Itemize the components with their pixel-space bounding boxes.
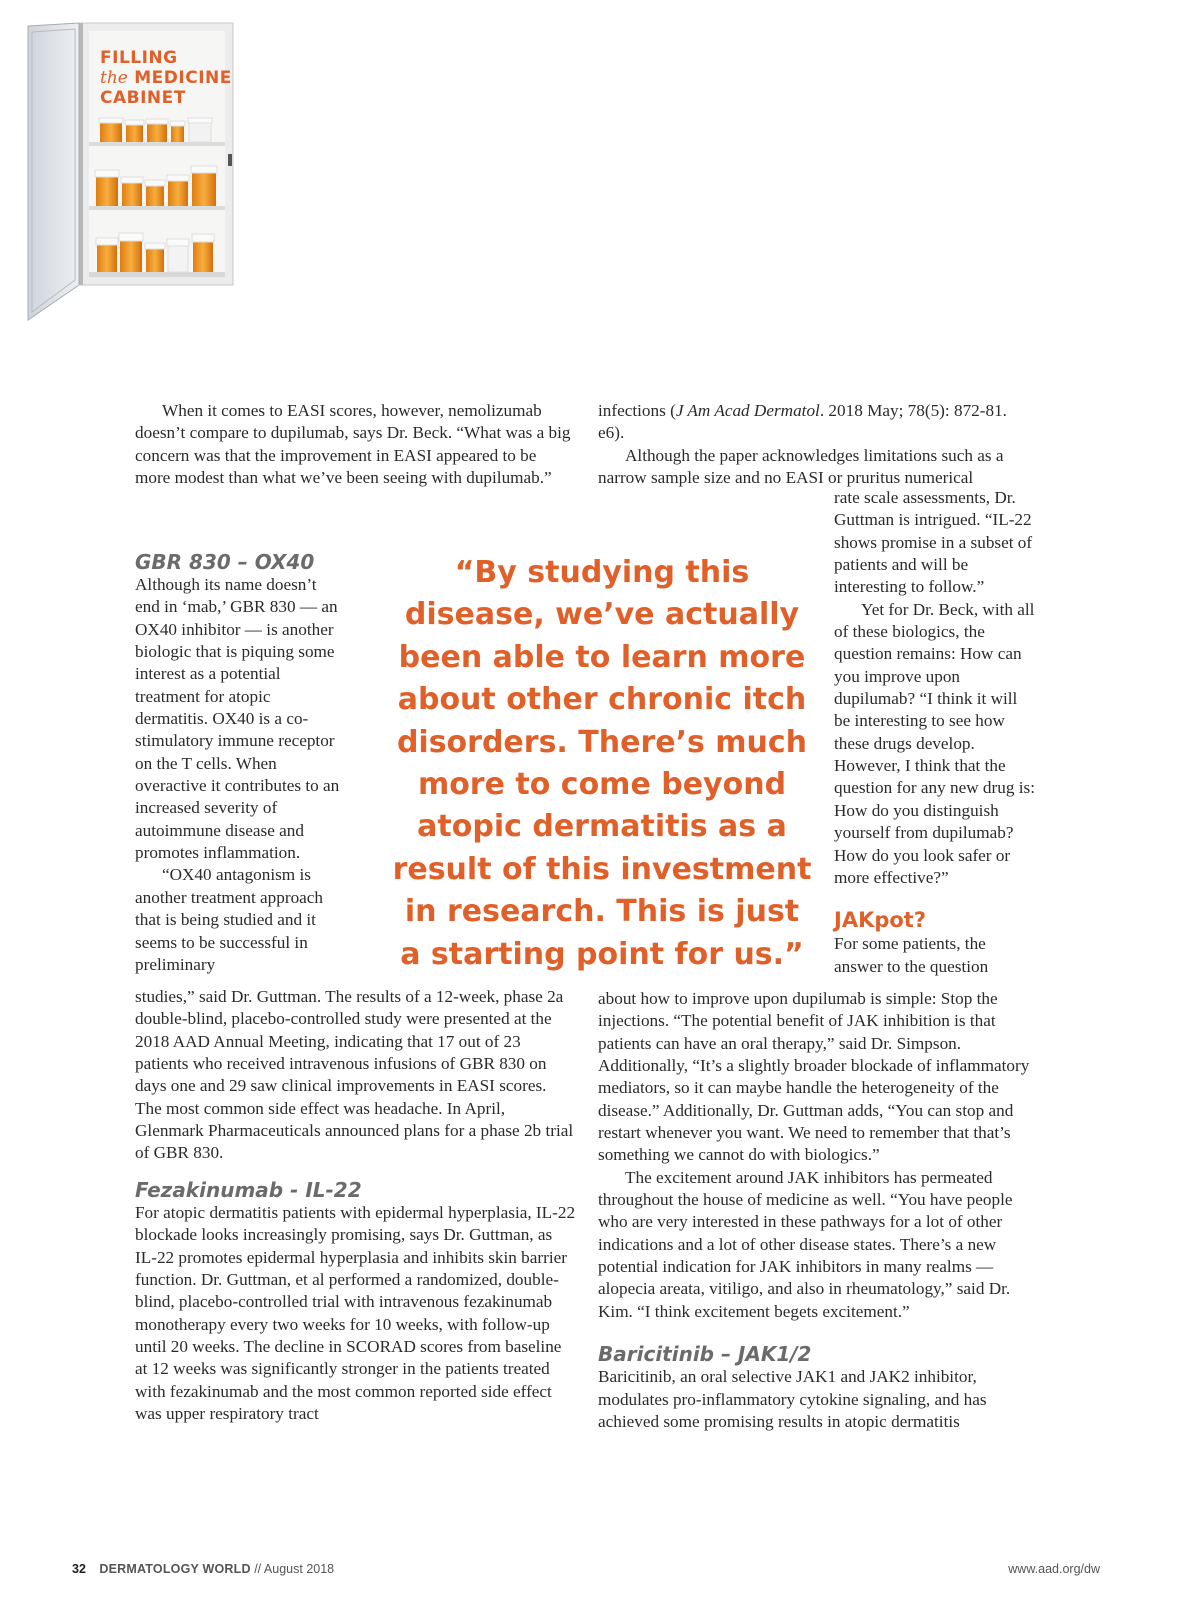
- illustration-title-line1: FILLING: [100, 48, 178, 68]
- citation-pre: infections (: [598, 401, 676, 420]
- gbr-paragraph-2-continued: studies,” said Dr. Guttman. The results of a 12-week, phase 2a double-blind, placebo-controlled study were presented at the 2018 AAD Annual Meeting, indicating that 17 out of 23 patients who received intravenous infusions of GBR 830 on days one and 29 saw clinical improvements in EASI scores. The most common side effect was headache. In April, Glenmark Pharmaceuticals announced plans for a phase 2b trial of GBR 830.: [135, 987, 574, 1163]
- footer-left: [72, 1562, 334, 1576]
- citation-post: . 2018 May; 78(5): 872-81. e6).: [598, 401, 1007, 443]
- gbr-paragraph-1: Although its name doesn’t end in ‘mab,’ GBR 830 — an OX40 inhibitor — is another biologic that is piquing some interest as a potential treatment for atopic dermatitis. OX40 is a co-stimulatory immune receptor on the T cells. When overactive it contributes to an increased severity of autoimmune disease and promotes inflammation.: [135, 575, 340, 863]
- limitations-paragraph: Although the paper acknowledges limitations such as a narrow sample size and no EASI or pruritus numerical: [598, 445, 1004, 488]
- citation-paragraph: [598, 400, 1036, 445]
- feza-section: [135, 1178, 577, 1425]
- citation-journal: J Am Acad Dermatol: [675, 401, 820, 420]
- illustration-title-the: the: [100, 68, 128, 88]
- jakpot-paragraph-continued: about how to improve upon dupilumab is simple: Stop the injections. “The potential benefit of JAK inhibition is that patients can have an oral therapy,” said Dr. Simpson. Additionally, “It’s a slightly broader blockade of inflammatory mediators, so it can maybe handle the heterogeneity of the disease.” Additionally, Dr. Guttman adds, “You can stop and restart whenever you want. We need to remember that that’s something we cannot do with biologics.”: [598, 989, 1030, 1165]
- jakpot-paragraph-narrow: For some patients, the answer to the question: [834, 934, 989, 976]
- jak-excitement-paragraph: The excitement around JAK inhibitors has permeated throughout the house of medicine as well. “You have people who are very interested in these pathways for a lot of other indications and a lot of other disease states. There’s a new potential indication for JAK inhibitors in many realms — alopecia areata, vitiligo, and also in rheumatology,” said Dr. Kim. “I think excitement begets excitement.”: [598, 1167, 1013, 1321]
- issue-date: // August 2018: [254, 1562, 335, 1576]
- feza-heading: Fezakinumab - IL-22: [135, 1178, 362, 1202]
- baricitinib-paragraph: Baricitinib, an oral selective JAK1 and JAK2 inhibitor, modulates pro-inflammatory cytokine signaling, and has achieved some promising results in atopic dermatitis: [598, 1367, 987, 1431]
- baricitinib-heading: Baricitinib – JAK1/2: [598, 1342, 812, 1367]
- page-number: 32: [72, 1562, 86, 1576]
- col1-intro-block: [135, 400, 575, 489]
- gbr-paragraph-2-narrow: “OX40 antagonism is another treatment approach that is being studied and it seems to be successful in preliminary: [135, 865, 324, 974]
- pull-quote: “By studying this disease, we’ve actually been able to learn more about other chronic itch disorders. There’s much more to come beyond atopic dermatitis as a result of this investment in research. This is just a starting point for us.”: [392, 555, 812, 972]
- col2-top-block: [598, 400, 1036, 489]
- illustration-title-line3: CABINET: [100, 88, 186, 108]
- magazine-name: DERMATOLOGY WORLD: [99, 1562, 251, 1576]
- col1-intro-paragraph: When it comes to EASI scores, however, nemolizumab doesn’t compare to dupilumab, says Dr. Beck. “What was a big concern was that the improvement in EASI appeared to be more modest than what we’ve been seeing with dupilumab.”: [135, 401, 571, 488]
- feza-paragraph: For atopic dermatitis patients with epidermal hyperplasia, IL-22 blockade looks increasingly promising, says Dr. Guttman, as IL-22 promotes epidermal hyperplasia and inhibits skin barrier function. Dr. Guttman, et al performed a randomized, double-blind, placebo-controlled trial with intravenous fezakinumab monotherapy every two weeks for 10 weeks, with follow-up until 20 weeks. The decline in SCORAD scores from baseline at 12 weeks was significantly stronger in the patients treated with fezakinumab and the most common reported side effect was upper respiratory tract: [135, 1203, 576, 1424]
- beck-paragraph: Yet for Dr. Beck, with all of these biologics, the question remains: How can you improve upon dupilumab? “I think it will be interesting to see how these drugs develop. However, I think that the question for any new drug is: How do you distinguish yourself from dupilumab? How do you look safer or more effective?”: [834, 599, 1035, 887]
- footer-url[interactable]: www.aad.org/dw: [1008, 1562, 1100, 1576]
- gbr-heading: GBR 830 – OX40: [135, 550, 315, 574]
- jak-continuation-block: [598, 988, 1036, 1433]
- illustration-title-line2: MEDICINE: [134, 68, 232, 88]
- intrigued-paragraph: rate scale assessments, Dr. Guttman is intrigued. “IL-22 shows promise in a subset of patients and will be interesting to follow.”: [834, 488, 1033, 597]
- jakpot-heading: JAKpot?: [834, 908, 927, 933]
- gbr-continuation-block: [135, 986, 575, 1165]
- gbr-section: [135, 550, 340, 976]
- illustration-title: [100, 48, 232, 108]
- col2-narrow-block: [834, 487, 1036, 978]
